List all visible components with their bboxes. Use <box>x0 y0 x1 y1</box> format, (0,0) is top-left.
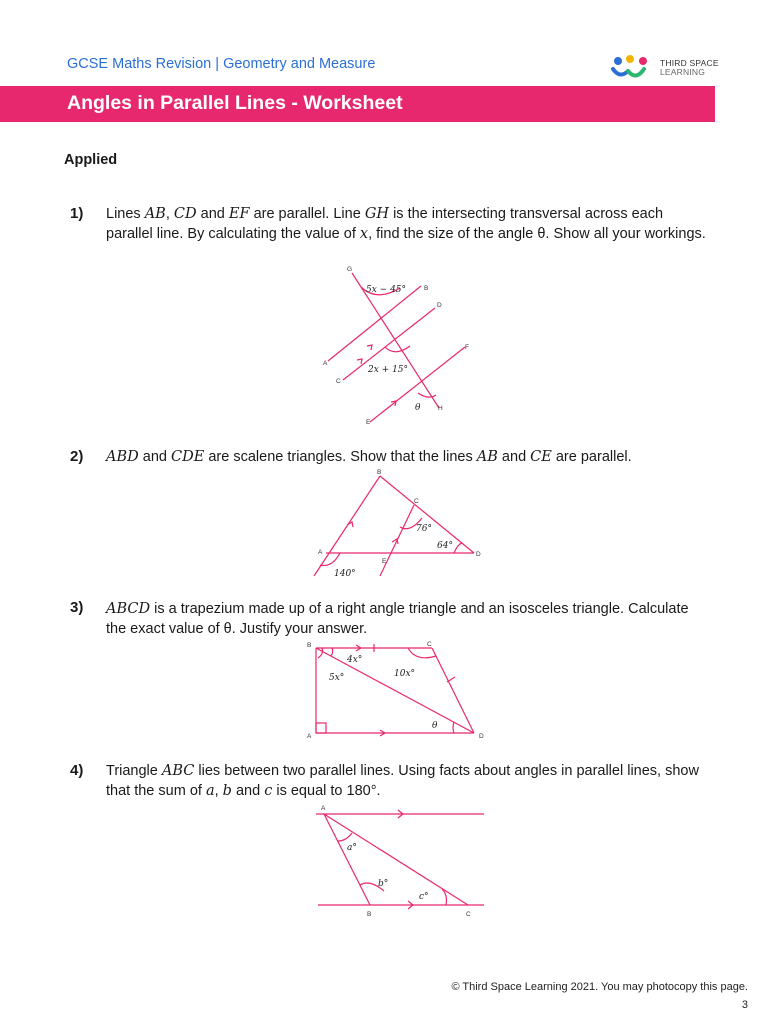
question-2-number: 2) <box>70 448 84 465</box>
point-d: D <box>437 302 442 309</box>
question-1-number: 1) <box>70 205 84 222</box>
point-d: D <box>476 551 481 558</box>
side-ab <box>324 814 370 905</box>
third-space-logo <box>610 55 730 83</box>
page-number: 3 <box>741 999 748 1011</box>
angle-label-10x: 10x° <box>394 669 416 679</box>
angle-label-76: 76° <box>416 524 432 534</box>
angle-label-2: 2x + 15° <box>368 365 409 375</box>
logo-mark-icon <box>610 55 656 83</box>
logo-line-2: LEARNING <box>660 67 706 77</box>
point-f: F <box>465 344 469 351</box>
question-2-diagram <box>312 468 487 580</box>
point-b: B <box>307 642 312 649</box>
question-4-text: Triangle ABC lies between two parallel lines. Using facts about angles in parallel lines, show that the sum of a, b and c is equal to 180°. <box>106 763 699 799</box>
question-3-number: 3) <box>70 599 84 616</box>
question-3-diagram <box>304 640 494 740</box>
question-1-text: Lines AB, CD and EF are parallel. Line GH is the intersecting transversal across each parallel line. By calculating the value of x, find the size of the angle θ. Show all your workings. <box>106 206 706 242</box>
footer-copyright: © Third Space Learning 2021. You may photocopy this page. <box>451 981 748 993</box>
angle-label-a: a° <box>347 843 357 853</box>
angle-label-1: 5x − 45° <box>366 285 407 295</box>
point-a: A <box>323 360 328 367</box>
angle-label-4x: 4x° <box>347 655 363 665</box>
angle-label-theta: θ <box>432 721 438 731</box>
point-c: C <box>466 911 471 918</box>
title-banner <box>0 86 715 122</box>
point-a: A <box>321 805 326 812</box>
logo-text <box>660 59 719 77</box>
question-2-text: ABD and CDE are scalene triangles. Show that the lines AB and CE are parallel. <box>106 449 632 465</box>
logo-line-1: THIRD SPACE <box>660 58 719 68</box>
question-4-diagram <box>312 803 492 921</box>
section-heading: Applied <box>64 152 118 168</box>
line-bd <box>380 476 474 553</box>
line-ab <box>314 476 380 576</box>
point-h: H <box>438 405 443 412</box>
point-d: D <box>479 733 484 740</box>
angle-label-5x: 5x° <box>329 673 345 683</box>
point-a: A <box>318 549 323 556</box>
point-a: A <box>307 733 312 740</box>
question-4-number: 4) <box>70 762 84 779</box>
angle-label-140: 140° <box>334 569 356 579</box>
point-b: B <box>424 285 429 292</box>
header-subtitle: GCSE Maths Revision | Geometry and Measure <box>67 56 376 72</box>
side-cd <box>432 648 474 733</box>
point-c: C <box>427 641 432 648</box>
angle-label-b: b° <box>378 879 389 889</box>
angle-label-64: 64° <box>437 541 453 551</box>
point-c: C <box>414 498 419 505</box>
point-g: G <box>347 266 353 273</box>
question-3-text: ABCD is a trapezium made up of a right angle triangle and an isosceles triangle. Calculate the exact value of θ. Justify your answer. <box>106 601 689 637</box>
angle-label-c: c° <box>419 892 429 902</box>
point-c: C <box>336 378 341 385</box>
side-ac <box>324 814 468 905</box>
question-1-diagram <box>315 262 485 432</box>
angle-label-theta: θ <box>415 403 421 413</box>
point-b: B <box>367 911 372 918</box>
line-ab <box>328 286 421 361</box>
page-title: Angles in Parallel Lines - Worksheet <box>67 92 403 114</box>
point-e: E <box>366 419 371 426</box>
point-e: E <box>382 558 387 565</box>
point-b: B <box>377 469 382 476</box>
diagonal-bd <box>316 648 474 733</box>
